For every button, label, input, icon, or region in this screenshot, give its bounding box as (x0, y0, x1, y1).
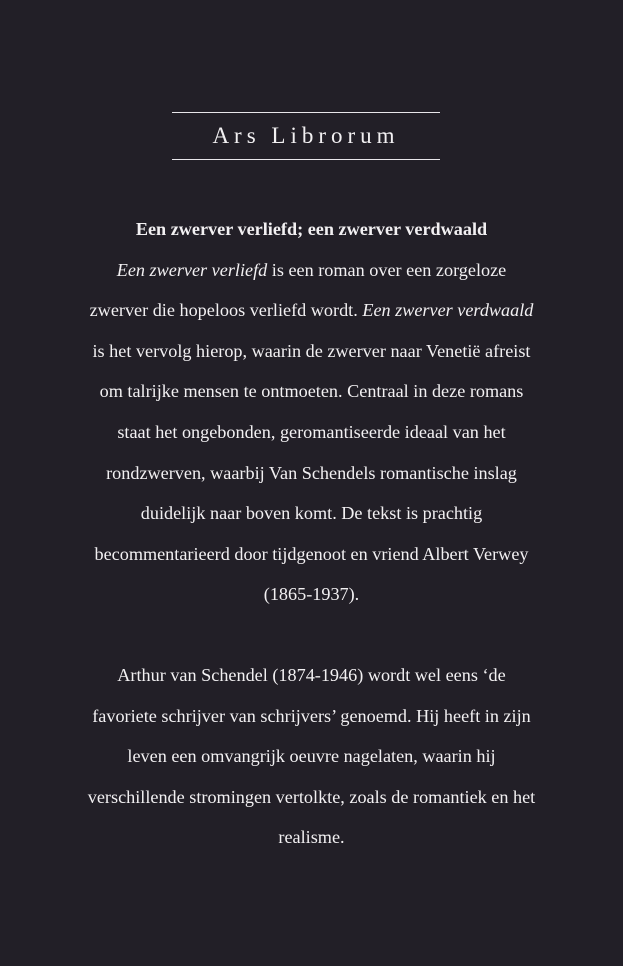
blurb (86, 209, 537, 858)
book-title-1: Een zwerver verliefd (116, 259, 268, 280)
top-rule (172, 112, 440, 113)
series-header (172, 112, 440, 161)
bottom-rule (172, 159, 440, 160)
author-paragraph: Arthur van Schendel (1874-1946) wordt wel eens ‘de favoriete schrijver van schrijvers’ genoemd. Hij heeft in zijn leven een omvangrijk oeuvre nagelaten, waarin hij verschillende stromingen vertolkte, zoals de romantiek en het realisme. (87, 664, 536, 848)
book-heading: Een zwerver verliefd; een zwerver verdwaald (135, 219, 488, 239)
description-text-1: is een roman over een zorgeloze zwerver die hopeloos verliefd wordt. (89, 259, 507, 321)
description-paragraph-1 (86, 250, 537, 615)
description-text-2: is het vervolg hierop, waarin de zwerver naar Venetië afreist om talrijke mensen te ontmoeten. Centraal in deze romans staat het ongebonden, geromantiseerde ideaal van het rondzwerven, waarbij Van Schendels romantische inslag duidelijk naar boven komt. De tekst is prachtig becommentarieerd door tijdgenoot en vriend Albert Verwey (1865-1937). (92, 340, 531, 605)
series-title: Ars Librorum (212, 123, 400, 148)
book-title-2: Een zwerver verdwaald (362, 300, 534, 321)
